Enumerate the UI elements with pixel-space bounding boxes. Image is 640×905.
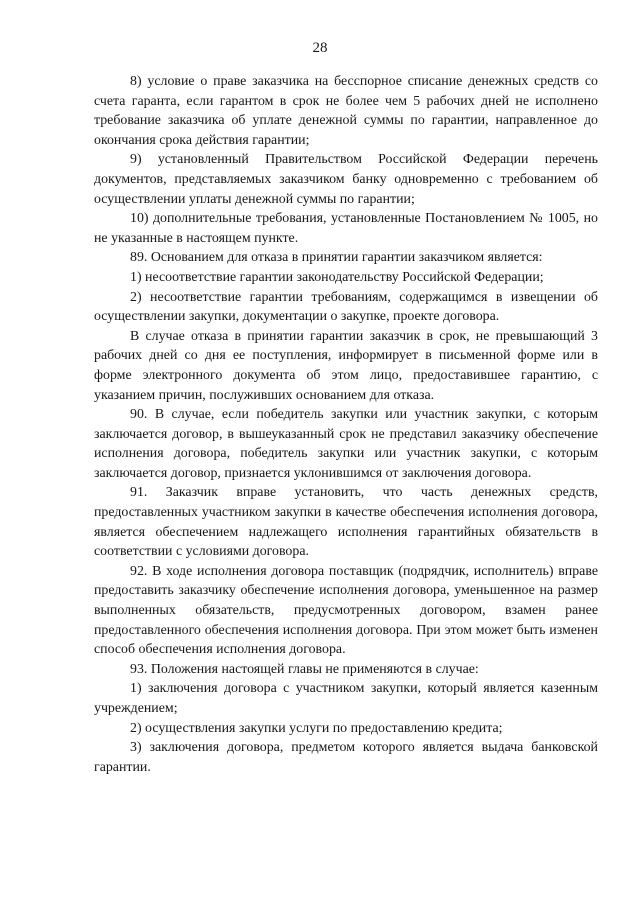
paragraph-item-10: 10) дополнительные требования, установленные Постановлением № 1005, но не указанные в настоящем пункте. bbox=[94, 211, 598, 246]
paragraph-clause-91: 91. Заказчик вправе установить, что часть денежных средств, предоставленных участником закупки в качестве обеспечения исполнения договора, является обеспечением надлежащего исполнения гарантийных обязательств в соответствии с условиями договора. bbox=[94, 485, 598, 560]
paragraph-clause-92: 92. В ходе исполнения договора поставщик (подрядчик, исполнитель) вправе предоставить заказчику обеспечение исполнения договора, уменьшенное на размер выполненных обязательств, предусмотренных договором, взамен ранее предоставленного обеспечения исполнения договора. При этом может быть изменен способ обеспечения исполнения договора. bbox=[94, 563, 598, 658]
paragraph-clause-90: 90. В случае, если победитель закупки или участник закупки, с которым заключается договор, в вышеуказанный срок не представил заказчику обеспечение исполнения договора, победитель закупки или участник закупки, с которым заключается договор, признается уклонившимся от заключения договора. bbox=[94, 407, 598, 481]
paragraph-clause-93-item-1: 1) заключения договора с участником закупки, который является казенным учреждением; bbox=[94, 681, 598, 716]
paragraph-clause-89: 89. Основанием для отказа в принятии гарантии заказчиком является: bbox=[130, 250, 543, 266]
paragraph-refusal-procedure: В случае отказа в принятии гарантии заказчик в срок, не превышающий 3 рабочих дней со дня ее поступления, информирует в письменной форме или в форме электронного документа об этом лицо, предоставившее гарантию, с указанием причин, послуживших основанием для отказа. bbox=[94, 328, 598, 403]
paragraph-item-9: 9) установленный Правительством Российской Федерации перечень документов, представляемых заказчиком банку одновременно с требованием об осуществлении уплаты денежной суммы по гарантии; bbox=[94, 152, 598, 207]
paragraph-clause-89-item-1: 1) несоответствие гарантии законодательству Российской Федерации; bbox=[130, 269, 544, 285]
paragraph-clause-93: 93. Положения настоящей главы не применяются в случае: bbox=[130, 661, 479, 677]
document-body bbox=[94, 72, 598, 777]
paragraph-clause-93-item-3: 3) заключения договора, предметом которого является выдача банковской гарантии. bbox=[94, 740, 598, 775]
page-number: 28 bbox=[312, 40, 328, 56]
paragraph-clause-93-item-2: 2) осуществления закупки услуги по предоставлению кредита; bbox=[130, 720, 503, 736]
paragraph-clause-89-item-2: 2) несоответствие гарантии требованиям, содержащимся в извещении об осуществлении закупки, документации о закупке, проекте договора. bbox=[94, 289, 598, 325]
paragraph-item-8: 8) условие о праве заказчика на бесспорное списание денежных средств со счета гаранта, если гарантом в срок не более чем 5 рабочих дней не исполнено требование заказчика об уплате денежной суммы по гарантии, направленное до окончания срока действия гарантии; bbox=[94, 74, 598, 148]
